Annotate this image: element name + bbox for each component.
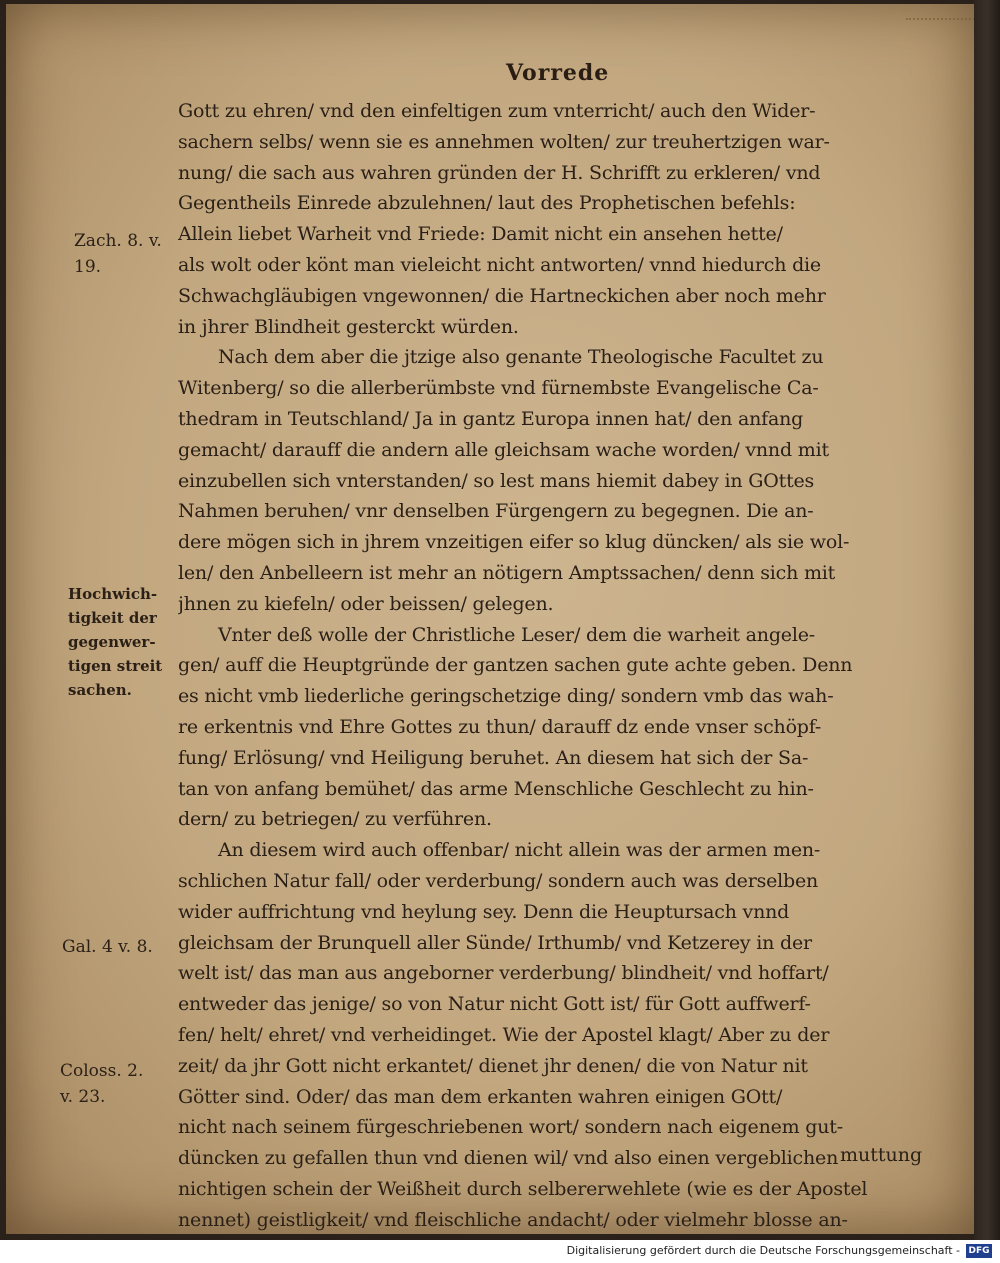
margin-note-line: sachen. <box>68 681 132 699</box>
text-line: Götter sind. Oder/ das man dem erkanten wahren einigen GOtt/ <box>178 1085 783 1108</box>
funding-credit: Digitalisierung gefördert durch die Deutsche Forschungsgemeinschaft - <box>566 1244 960 1257</box>
dfg-logo-icon: DFG <box>966 1244 992 1258</box>
text-line: Gegentheils Einrede abzulehnen/ laut des Prophetischen befehls: <box>178 192 796 215</box>
text-line: re erkentnis vnd Ehre Gottes zu thun/ darauff dz ende vnser schöpf- <box>178 715 822 738</box>
text-line: len/ den Anbelleern ist mehr an nötigern Amptssachen/ denn sich mit <box>178 561 836 584</box>
text-line: Vnter deß wolle der Christliche Leser/ dem die warheit angele- <box>218 623 815 646</box>
text-line: in jhrer Blindheit gesterckt würden. <box>178 315 519 338</box>
margin-note-line: Coloss. 2. <box>60 1061 144 1081</box>
text-line: Nach dem aber die jtzige also genante Theologische Facultet zu <box>218 346 824 369</box>
text-line: jhnen zu kiefeln/ oder beissen/ gelegen. <box>178 592 554 615</box>
page-corner-mark <box>906 4 978 20</box>
book-page <box>6 4 974 1234</box>
margin-note-line: Zach. 8. v. <box>74 231 162 251</box>
text-line: nichtigen schein der Weißheit durch selbererwehlete (wie es der Apostel <box>178 1177 868 1200</box>
text-line: tan von anfang bemühet/ das arme Menschliche Geschlecht zu hin- <box>178 777 814 800</box>
margin-note-line: Gal. 4 v. 8. <box>62 937 153 957</box>
page-edge-shadow <box>974 0 1000 1240</box>
text-line: schlichen Natur fall/ oder verderbung/ sondern auch was derselben <box>178 869 819 892</box>
text-line: dere mögen sich in jhrem vnzeitigen eifer so klug düncken/ als sie wol- <box>178 531 850 554</box>
text-line: dern/ zu betriegen/ zu verführen. <box>178 808 492 831</box>
text-line: düncken zu gefallen thun vnd dienen wil/ vnd also einen vergeblichen <box>178 1147 839 1170</box>
text-line: fung/ Erlösung/ vnd Heiligung beruhet. An diesem hat sich der Sa- <box>178 746 809 769</box>
text-line: Allein liebet Warheit vnd Friede: Damit nicht ein ansehen hette/ <box>178 223 783 246</box>
text-line: gleichsam der Brunquell aller Sünde/ Irthumb/ vnd Ketzerey in der <box>178 931 812 954</box>
text-line: zeit/ da jhr Gott nicht erkantet/ dienet jhr denen/ die von Natur nit <box>178 1054 808 1077</box>
text-line: Nahmen beruhen/ vnr denselben Fürgengern zu begegnen. Die an- <box>178 500 814 523</box>
text-line: thedram in Teutschland/ Ja in gantz Europa innen hat/ den anfang <box>178 407 804 430</box>
body-text <box>178 96 908 1235</box>
text-line: gemacht/ darauff die andern alle gleichsam wache worden/ vnnd mit <box>178 438 829 461</box>
text-line: sachern selbs/ wenn sie es annehmen wolten/ zur treuhertzigen war- <box>178 130 830 153</box>
text-line: welt ist/ das man aus angeborner verderbung/ blindheit/ vnd hoffart/ <box>178 962 829 985</box>
margin-note-line: tigkeit der <box>68 609 157 627</box>
text-line: gen/ auff die Heuptgründe der gantzen sachen gute achte geben. Denn <box>178 654 853 677</box>
text-line: einzubellen sich vnterstanden/ so lest mans hiemit dabey in GOttes <box>178 469 815 492</box>
text-line: als wolt oder könt man vieleicht nicht antworten/ vnnd hiedurch die <box>178 253 821 276</box>
footer <box>0 1240 1000 1263</box>
text-line: wider auffrichtung vnd heylung sey. Denn die Heuptursach vnnd <box>178 900 790 923</box>
text-line: Schwachgläubigen vngewonnen/ die Hartneckichen aber noch mehr <box>178 284 826 307</box>
margin-note-hochwichtigkeit <box>68 582 162 702</box>
text-line: nung/ die sach aus wahren gründen der H. Schrifft zu erkleren/ vnd <box>178 161 821 184</box>
text-line: Gott zu ehren/ vnd den einfeltigen zum vnterricht/ auch den Wider- <box>178 100 816 122</box>
margin-note-line: Hochwich- <box>68 585 158 603</box>
text-line: entweder das jenige/ so von Natur nicht Gott ist/ für Gott auffwerf- <box>178 993 811 1016</box>
margin-note-line: 19. <box>74 257 102 277</box>
catchword: muttung <box>840 1144 923 1166</box>
margin-note-zach <box>74 228 162 280</box>
margin-note-line: v. 23. <box>60 1087 106 1107</box>
text-line: es nicht vmb liederliche geringschetzige ding/ sondern vmb das wah- <box>178 685 834 708</box>
margin-note-line: gegenwer- <box>68 633 156 651</box>
page-header: Vorrede <box>506 60 610 86</box>
text-line: nicht nach seinem fürgeschriebenen wort/ sondern nach eigenem gut- <box>178 1116 843 1139</box>
margin-note-gal <box>62 934 153 960</box>
margin-note-line: tigen streit <box>68 657 163 675</box>
text-line: nennet) geistligkeit/ vnd fleischliche andacht/ oder vielmehr blosse an- <box>178 1208 848 1231</box>
text-line: fen/ helt/ ehret/ vnd verheidinget. Wie der Apostel klagt/ Aber zu der <box>178 1023 830 1046</box>
text-line: Witenberg/ so die allerberümbste vnd fürnembste Evangelische Ca- <box>178 377 819 400</box>
margin-note-coloss <box>60 1058 143 1110</box>
text-line: An diesem wird auch offenbar/ nicht allein was der armen men- <box>218 839 821 862</box>
